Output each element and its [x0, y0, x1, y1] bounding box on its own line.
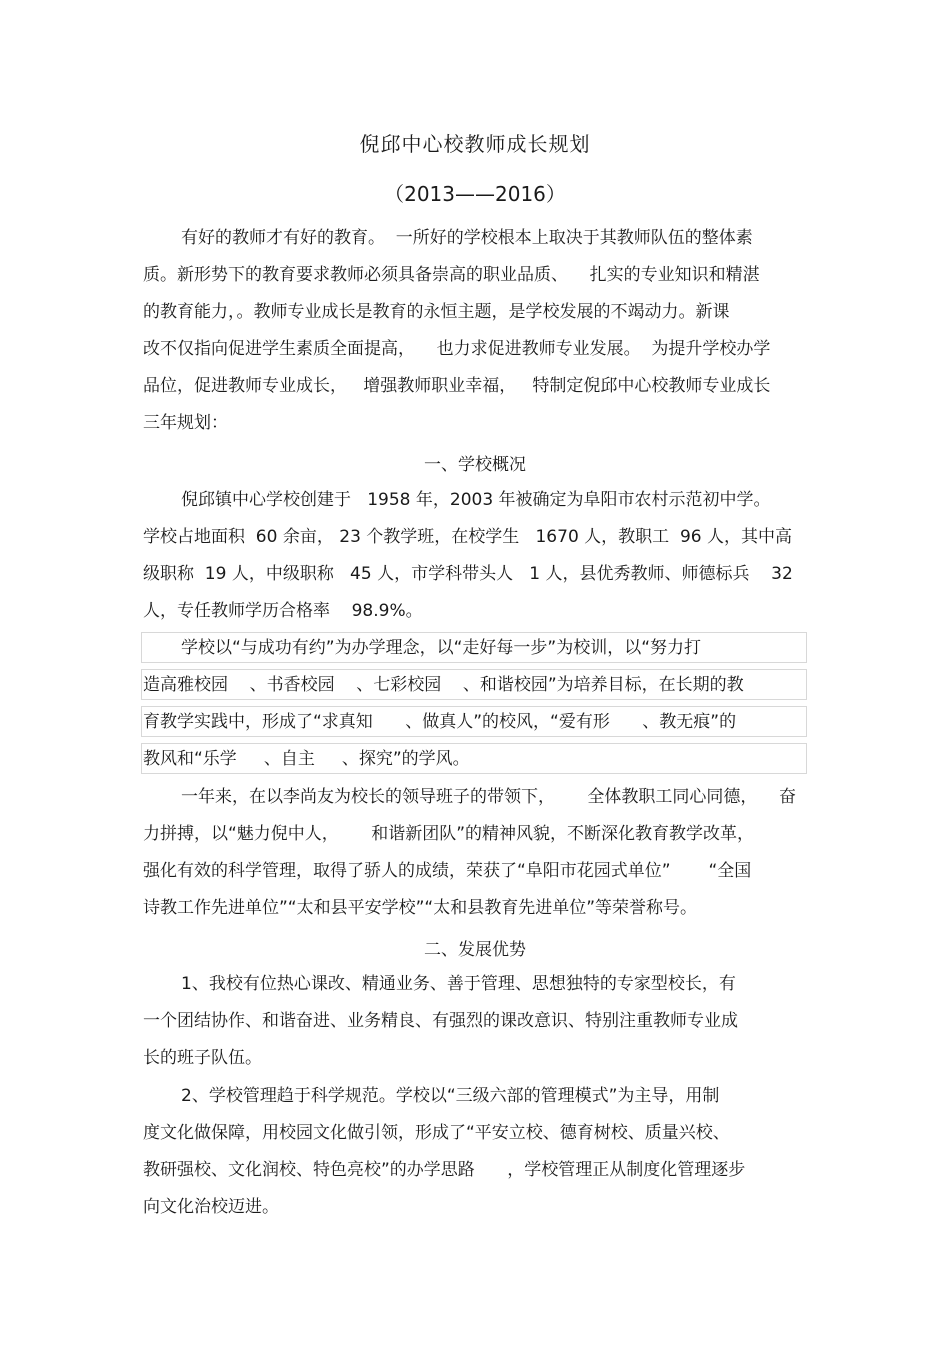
paragraph-line: 一年来，在以李尚友为校长的领导班子的带领下， 全体教职工同心同德， 奋 — [181, 787, 797, 807]
paragraph-line: 力拼搏，以“魅力倪中人， 和谐新团队”的精神风貌，不断深化教育教学改革， — [143, 824, 755, 844]
intro-line: 的教育能力，。教师专业成长是教育的永恒主题，是学校发展的不竭动力。新课 — [143, 302, 730, 322]
paragraph-line: 诗教工作先进单位”“太和县平安学校”“太和县教育先进单位”等荣誉称号。 — [143, 898, 698, 918]
list-item-line: 教研强校、文化润校、特色亮校”的办学思路 ，学校管理正从制度化管理逐步 — [143, 1160, 746, 1180]
list-item-line: 2、学校管理趋于科学规范。学校以“三级六部的管理模式”为主导，用制 — [181, 1086, 720, 1106]
paragraph-line: 倪邱镇中心学校创建于 1958 年，2003 年被确定为阜阳市农村示范初中学。 — [181, 490, 771, 510]
list-item-line: 长的班子队伍。 — [143, 1048, 262, 1068]
paragraph-line: 造高雅校园 、书香校园 、七彩校园 、和谐校园”为培养目标，在长期的教 — [143, 675, 744, 695]
intro-line: 改不仅指向促进学生素质全面提高， 也力求促进教师专业发展。 为提升学校办学 — [143, 339, 771, 359]
list-item-line: 度文化做保障，用校园文化做引领，形成了“平安立校、德育树校、质量兴校、 — [143, 1123, 730, 1143]
intro-line: 质。新形势下的教育要求教师必须具备崇高的职业品质、 扎实的专业知识和精湛 — [143, 265, 760, 285]
paragraph-line: 学校占地面积 60 余亩， 23 个教学班，在校学生 1670 人，教职工 96 人，其中高 — [143, 527, 793, 547]
paragraph-line: 教风和“乐学 、自主 、探究”的学风。 — [143, 749, 470, 769]
list-item-line: 向文化治校迈进。 — [143, 1197, 279, 1217]
section-heading: 一、学校概况 — [424, 455, 526, 475]
paragraph-line: 学校以“与成功有约”为办学理念，以“走好每一步”为校训，以“努力打 — [181, 638, 702, 658]
document-title: 倪邱中心校教师成长规划 — [359, 132, 591, 156]
intro-line: 有好的教师才有好的教育。 一所好的学校根本上取决于其教师队伍的整体素 — [181, 228, 753, 248]
paragraph-line: 育教学实践中，形成了“求真知 、做真人”的校风，“爱有形 、教无痕”的 — [143, 712, 737, 732]
intro-line: 三年规划： — [143, 413, 228, 433]
paragraph-line: 人，专任教师学历合格率 98.9%。 — [143, 601, 423, 621]
paragraph-line: 级职称 19 人，中级职称 45 人，市学科带头人 1 人，县优秀教师、师德标兵 32 — [143, 564, 793, 584]
intro-line: 品位，促进教师专业成长， 增强教师职业幸福， 特制定倪邱中心校教师专业成长 — [143, 376, 771, 396]
list-item-line: 1、我校有位热心课改、精通业务、善于管理、思想独特的专家型校长，有 — [181, 974, 736, 994]
paragraph-line: 强化有效的科学管理，取得了骄人的成绩，荣获了“阜阳市花园式单位” “全国 — [143, 861, 752, 881]
list-item-line: 一个团结协作、和谐奋进、业务精良、有强烈的课改意识、特别注重教师专业成 — [143, 1011, 738, 1031]
document-subtitle: （2013——2016） — [384, 182, 566, 206]
section-heading: 二、发展优势 — [424, 940, 526, 960]
